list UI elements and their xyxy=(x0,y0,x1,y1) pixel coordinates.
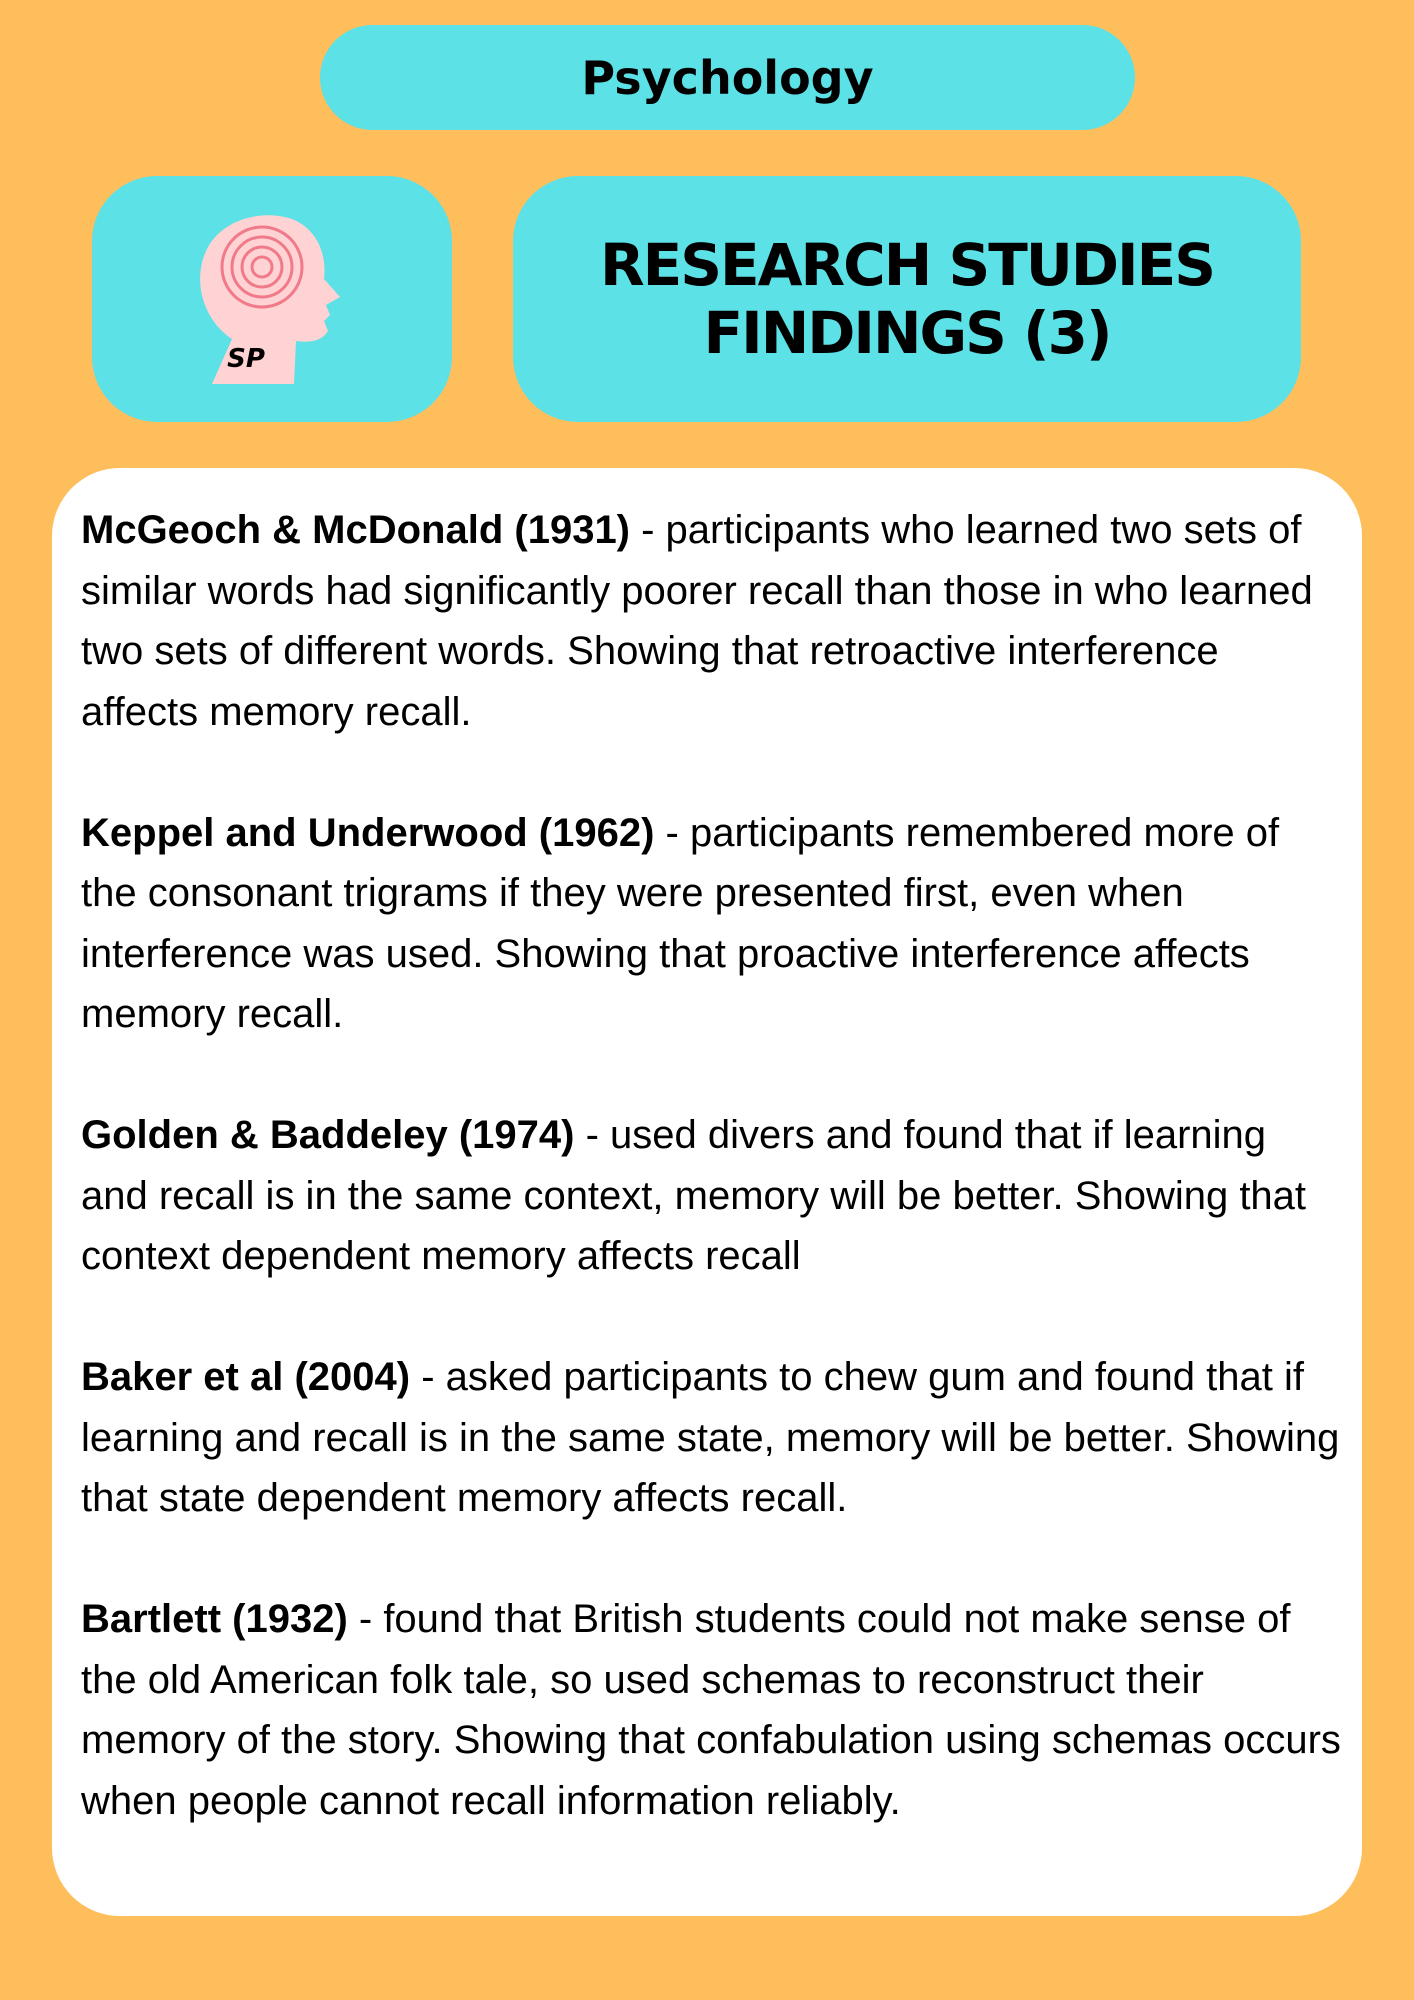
logo-initials: SP xyxy=(227,344,265,374)
study-item xyxy=(81,1347,1342,1529)
title-box xyxy=(513,176,1301,422)
study-item xyxy=(81,1589,1342,1831)
title-line-2: FINDINGS (3) xyxy=(703,299,1111,367)
study-item xyxy=(81,500,1342,742)
study-item xyxy=(81,803,1342,1045)
study-text: - asked participants to chew gum and found that if learning and recall is in the same state, memory will be better. Showing that state dependent memory affects recall. xyxy=(81,1355,1340,1520)
study-citation: Keppel and Underwood (1962) xyxy=(81,810,655,855)
study-citation: Golden & Baddeley (1974) xyxy=(81,1113,575,1157)
subject-title: Psychology xyxy=(581,50,874,105)
study-citation: McGeoch & McDonald (1931) xyxy=(81,508,642,552)
study-text: - participants remembered more of the consonant trigrams if they were presented first, even when interference was used. Showing that proactive interference affects memory recall. xyxy=(81,810,1280,1036)
title-line-1: RESEARCH STUDIES xyxy=(599,231,1215,299)
study-text: - found that British students could not make sense of the old American folk tale, so used schemas to reconstruct their memory of the story. Showing that confabulation using schemas occurs when people cannot recall information reliably. xyxy=(81,1597,1341,1823)
logo-box xyxy=(92,176,452,422)
studies-card xyxy=(52,468,1362,1916)
subject-header xyxy=(320,25,1135,130)
study-text: - used divers and found that if learning and recall is in the same context, memory will be better. Showing that context dependent memory affects recall xyxy=(81,1113,1307,1278)
study-text: - participants who learned two sets of similar words had significantly poorer recall than those in who learned two sets of different words. Showing that retroactive interference affects memory recall. xyxy=(81,508,1313,734)
study-citation: Bartlett (1932) xyxy=(81,1597,348,1641)
head-spiral-icon xyxy=(192,209,352,389)
study-citation: Baker et al (2004) xyxy=(81,1355,411,1399)
study-item xyxy=(81,1105,1342,1287)
